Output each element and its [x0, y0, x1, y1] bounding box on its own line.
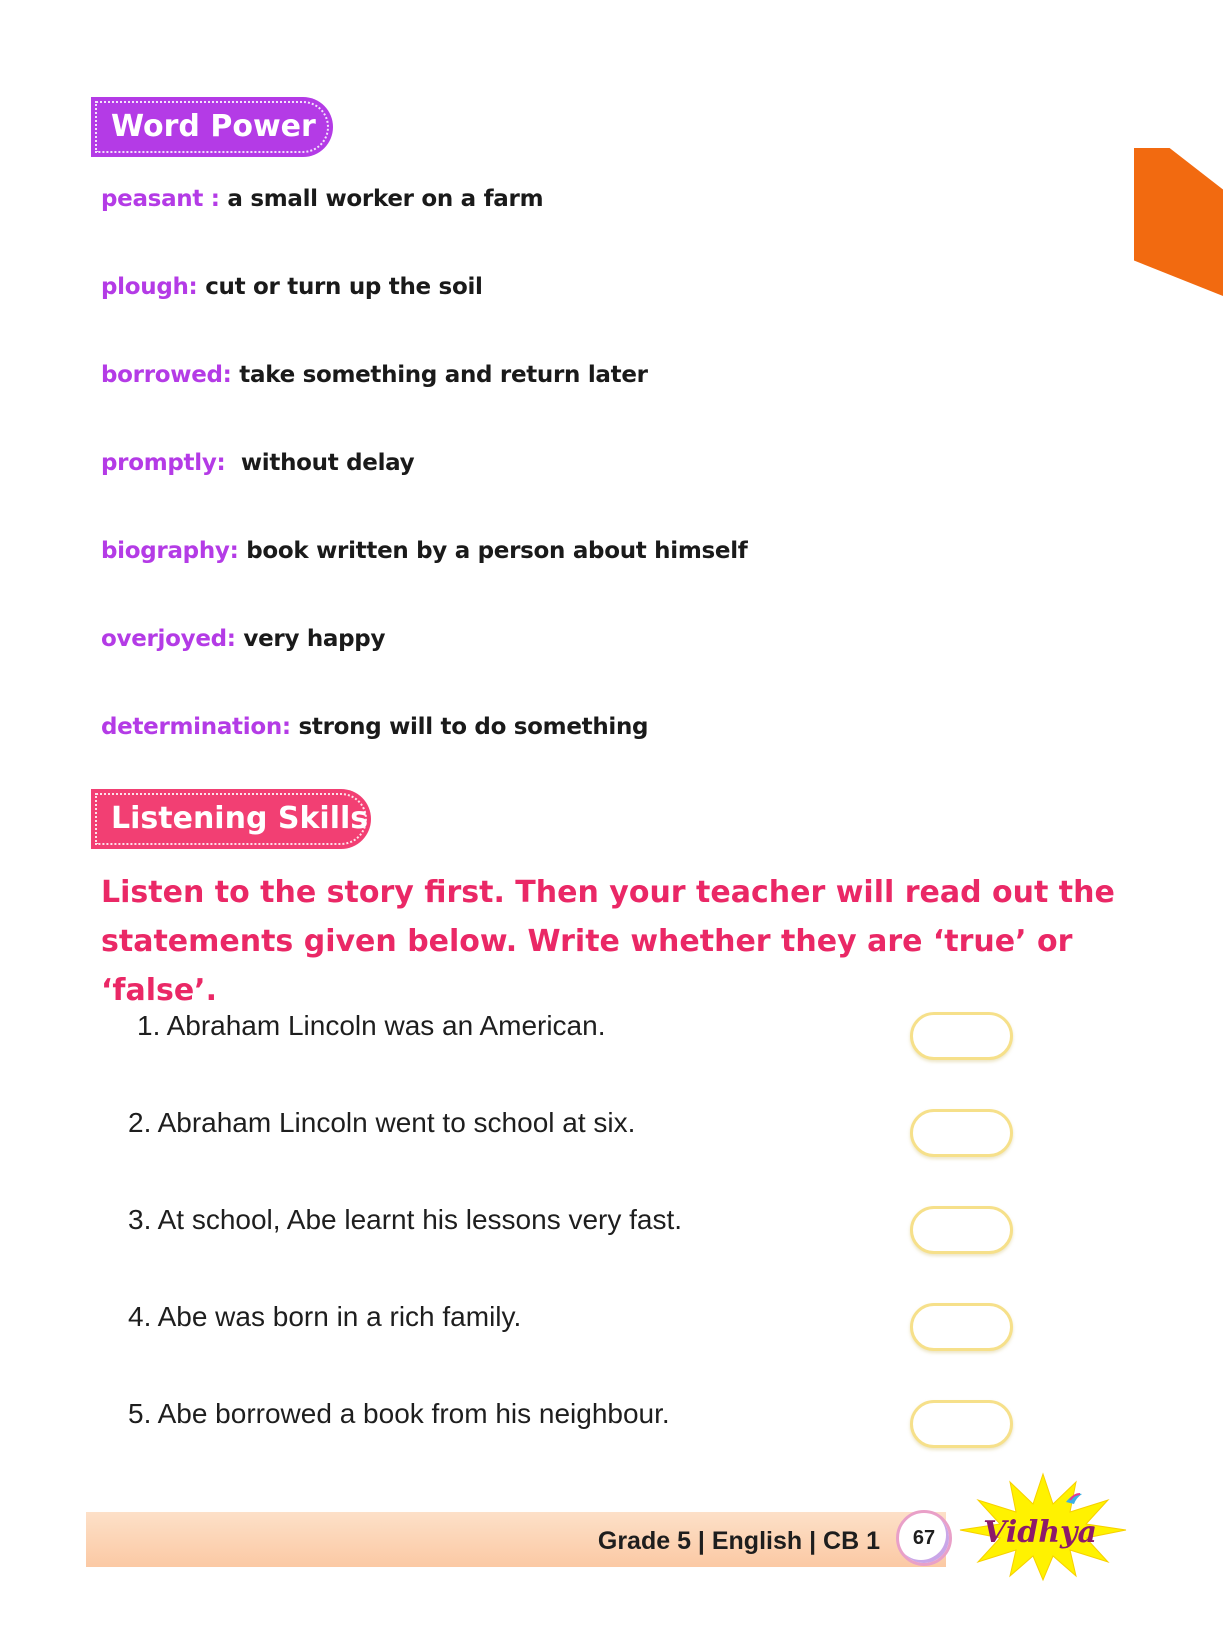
vocab-term: peasant :: [101, 186, 220, 212]
vocab-term: determination:: [101, 714, 291, 740]
vocab-term: borrowed:: [101, 362, 232, 388]
vocab-definition: book written by a person about himself: [246, 538, 748, 564]
vocab-term: promptly:: [101, 450, 226, 476]
question-row: [128, 1204, 1028, 1301]
question-row: [128, 1010, 1028, 1107]
vocab-item: [101, 186, 1001, 274]
true-false-questions: [128, 1010, 1028, 1495]
question-text: 2. Abraham Lincoln went to school at six.: [128, 1107, 636, 1138]
vocabulary-list: [101, 186, 1001, 802]
vocab-definition: strong will to do something: [298, 714, 649, 740]
word-power-heading: Word Power: [91, 97, 333, 157]
vocab-term: biography:: [101, 538, 239, 564]
vocab-term: overjoyed:: [101, 626, 236, 652]
vocab-item: [101, 274, 1001, 362]
vocab-item: [101, 362, 1001, 450]
vocab-item: [101, 626, 1001, 714]
question-row: [128, 1107, 1028, 1204]
answer-box[interactable]: [910, 1206, 1013, 1254]
logo-text: Vidhya: [983, 1515, 1097, 1550]
listening-skills-heading: Listening Skills: [91, 789, 371, 849]
vocab-definition: a small worker on a farm: [227, 186, 544, 212]
question-text: 3. At school, Abe learnt his lessons very fast.: [128, 1204, 683, 1235]
page-number: 67: [896, 1510, 952, 1566]
vocab-definition: very happy: [243, 626, 386, 652]
vocab-item: [101, 538, 1001, 626]
listening-instructions: Listen to the story first. Then your teacher will read out the statements given below. Write whether they are ‘true’ or ‘false’.: [101, 875, 1115, 1008]
answer-box[interactable]: [910, 1303, 1013, 1351]
footer-grade-label: Grade 5 | English | CB 1: [597, 1527, 880, 1555]
question-row: [128, 1301, 1028, 1398]
vocab-definition: take something and return later: [239, 362, 648, 388]
answer-box[interactable]: [910, 1012, 1013, 1060]
vidhya-logo: [958, 1472, 1128, 1582]
vocab-term: plough:: [101, 274, 198, 300]
vocab-definition: without delay: [240, 450, 415, 476]
corner-tab-decoration: [1134, 148, 1223, 296]
question-text: 4. Abe was born in a rich family.: [128, 1301, 522, 1332]
question-text: 5. Abe borrowed a book from his neighbour.: [128, 1398, 670, 1429]
question-text: 1. Abraham Lincoln was an American.: [137, 1010, 606, 1041]
answer-box[interactable]: [910, 1400, 1013, 1448]
question-row: [128, 1398, 1028, 1495]
answer-box[interactable]: [910, 1109, 1013, 1157]
vocab-item: [101, 450, 1001, 538]
vocab-definition: cut or turn up the soil: [205, 274, 483, 300]
